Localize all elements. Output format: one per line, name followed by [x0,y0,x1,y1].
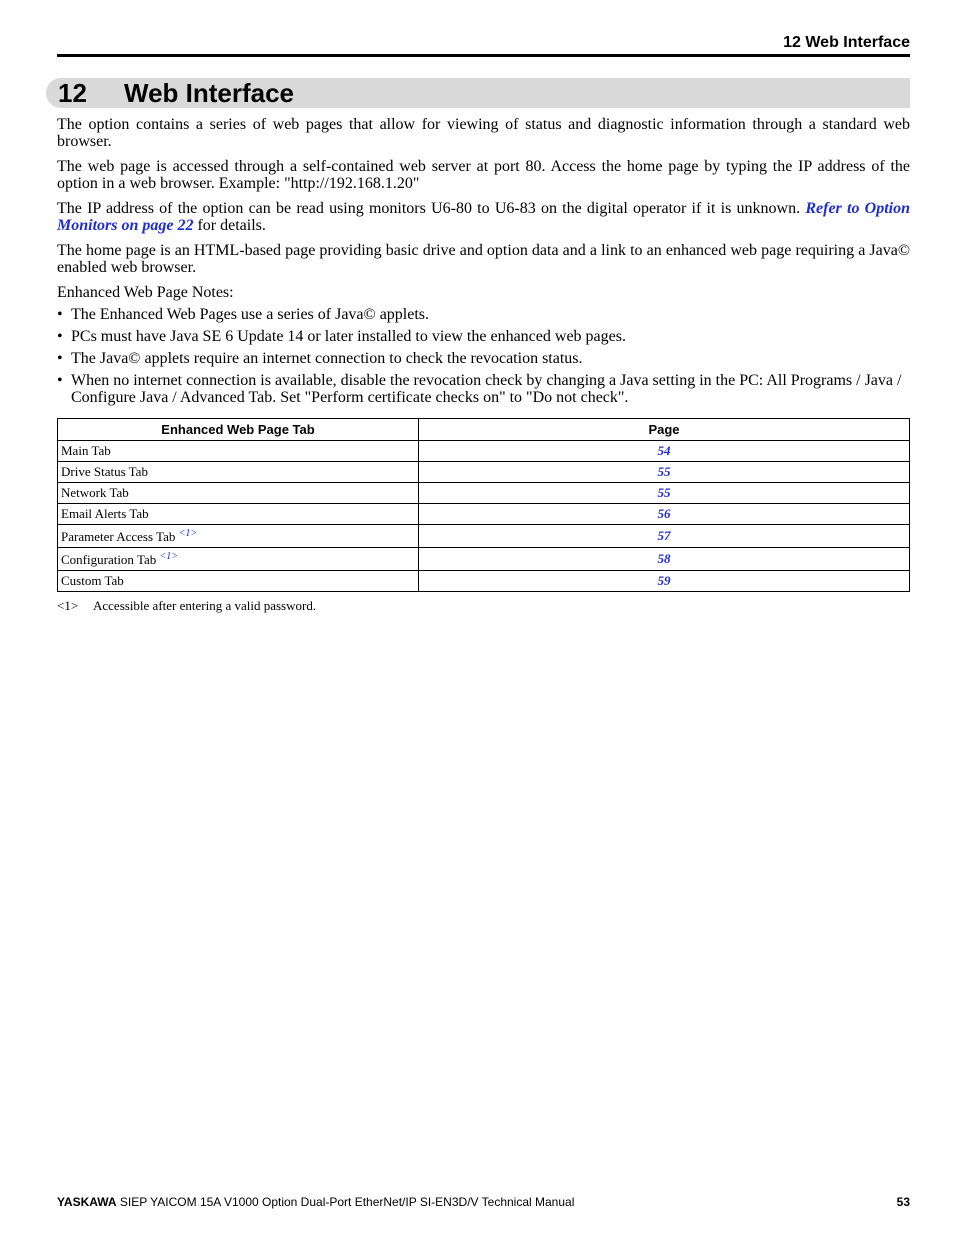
bullet-icon: • [57,328,63,345]
page-link[interactable]: 56 [419,504,910,525]
footnote-ref-link[interactable]: <1> [159,550,179,562]
page-link[interactable]: 55 [419,483,910,504]
list-item [57,350,910,367]
running-header: 12 Web Interface [783,34,910,51]
list-item [57,328,910,345]
tab-name-cell: Main Tab [58,441,419,462]
page-link[interactable]: 55 [419,462,910,483]
tab-name-cell: Custom Tab [58,571,419,592]
table-row [58,462,910,483]
footer-manual-name: SIEP YAICOM 15A V1000 Option Dual-Port EtherNet/IP SI-EN3D/V Technical Manual [116,1195,575,1209]
tab-name-text: Parameter Access Tab [61,528,176,544]
table-row [58,571,910,592]
section-number: 12 [58,78,87,108]
list-item-text: The Enhanced Web Pages use a series of Java© applets. [71,306,430,323]
table-footnote [57,598,316,614]
table-row [58,548,910,571]
tab-name-cell: Drive Status Tab [58,462,419,483]
enhanced-web-page-table [57,418,910,592]
page-number: 53 [896,1195,910,1209]
tab-name-cell [58,548,419,571]
bullet-icon: • [57,350,63,367]
table-row [58,441,910,462]
section-title: Web Interface [124,78,295,108]
table-header-row [58,419,910,441]
page-link[interactable]: 57 [419,525,910,548]
paragraph-ip-tail: for details. [193,217,266,234]
tab-name-cell: Network Tab [58,483,419,504]
footer-brand: YASKAWA [57,1195,117,1209]
list-item-text: PCs must have Java SE 6 Update 14 or later installed to view the enhanced web pages. [71,328,626,345]
footnote-mark: <1> [57,598,79,613]
table-row [58,525,910,548]
list-item [57,372,910,406]
paragraph-home-page: The home page is an HTML-based page providing basic drive and option data and a link to an enhanced web page requiring a Java© enabled web browser. [57,242,910,276]
paragraph-intro: The option contains a series of web pages that allow for viewing of status and diagnostic information through a standard web browser. [57,116,910,150]
page-link[interactable]: 58 [419,548,910,571]
tab-name-cell: Email Alerts Tab [58,504,419,525]
paragraph-ip-address [57,200,910,234]
tab-name-cell [58,525,419,548]
bullet-icon: • [57,306,63,323]
footnote-text: Accessible after entering a valid password. [93,598,317,613]
footer-manual-title [57,1194,574,1210]
notes-heading: Enhanced Web Page Notes: [57,284,234,301]
table-row [58,483,910,504]
section-heading [46,78,910,108]
list-item-text: The Java© applets require an internet connection to check the revocation status. [71,350,583,367]
column-header-page: Page [419,419,910,441]
bullet-icon: • [57,372,63,389]
footnote-ref-link[interactable]: <1> [178,527,198,539]
page-link[interactable]: 59 [419,571,910,592]
body-text [57,116,910,411]
page-link[interactable]: 54 [419,441,910,462]
column-header-tab: Enhanced Web Page Tab [58,419,419,441]
list-item [57,306,910,323]
notes-list [57,306,910,406]
option-monitors-link[interactable]: Refer to Option Monitors on page 22 [57,200,911,234]
paragraph-web-server: The web page is accessed through a self-contained web server at port 80. Access the home page by typing the IP address of the option in a web browser. Example: "http://192.168.1.20" [57,158,910,192]
table-row [58,504,910,525]
paragraph-ip-text: The IP address of the option can be read using monitors U6-80 to U6-83 on the digital operator if it is unknown. [57,200,806,217]
tab-name-text: Configuration Tab [61,551,157,567]
header-rule [57,54,910,57]
list-item-text: When no internet connection is available, disable the revocation check by changing a Java setting in the PC: All Programs / Java / Configure Java / Advanced Tab. Set "Perform certificate checks on" to "Do not check". [71,372,902,406]
